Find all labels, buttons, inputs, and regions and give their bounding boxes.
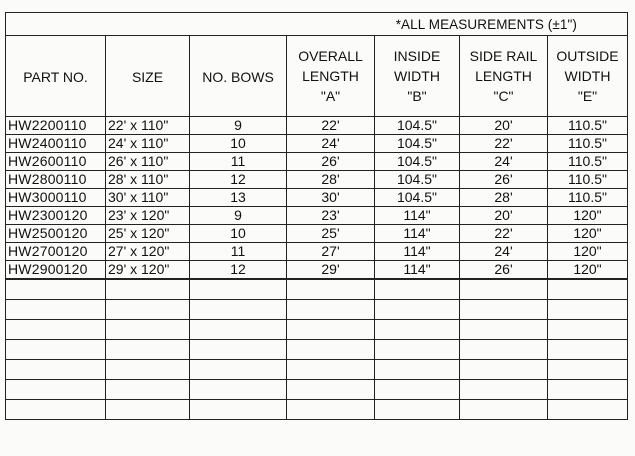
header-overall-length: [287, 36, 375, 117]
blank-row: [6, 340, 628, 360]
header-overall-length-line2: LENGTH: [302, 68, 359, 84]
cell-no-bows: 10: [190, 225, 287, 243]
cell-no-bows: 11: [190, 243, 287, 261]
blank-cell: [190, 400, 287, 420]
cell-inside-width: 114": [375, 207, 460, 225]
blank-row: [6, 380, 628, 400]
cell-outside-width: 110.5": [548, 153, 628, 171]
blank-cell: [190, 360, 287, 380]
blank-cell: [548, 400, 628, 420]
cell-side-rail-length: 22': [460, 225, 548, 243]
blank-cell: [287, 380, 375, 400]
cell-inside-width: 114": [375, 225, 460, 243]
blank-cell: [6, 400, 106, 420]
cell-side-rail-length: 24': [460, 153, 548, 171]
table-row: [6, 135, 628, 153]
blank-cell: [287, 320, 375, 340]
header-overall-length-line1: OVERALL: [298, 48, 363, 64]
cell-no-bows: 9: [190, 117, 287, 135]
header-outside-width-line2: WIDTH: [564, 68, 611, 84]
blank-cell: [287, 279, 375, 300]
blank-cell: [106, 300, 190, 320]
cell-no-bows: 9: [190, 207, 287, 225]
cell-part-no: HW3000110: [6, 189, 106, 207]
cell-side-rail-length: 20': [460, 207, 548, 225]
cell-outside-width: 120": [548, 207, 628, 225]
header-part-no: [6, 36, 106, 117]
cell-part-no: HW2700120: [6, 243, 106, 261]
blank-row: [6, 320, 628, 340]
measurements-note: *ALL MEASUREMENTS (±1"): [6, 13, 628, 36]
blank-cell: [548, 320, 628, 340]
cell-outside-width: 120": [548, 225, 628, 243]
cell-size: 25' x 120": [106, 225, 190, 243]
cell-size: 24' x 110": [106, 135, 190, 153]
table-row: [6, 243, 628, 261]
cell-overall-length: 25': [287, 225, 375, 243]
cell-inside-width: 104.5": [375, 135, 460, 153]
cell-outside-width: 110.5": [548, 117, 628, 135]
header-overall-length-line3: "A": [320, 88, 341, 104]
blank-cell: [548, 279, 628, 300]
blank-cell: [106, 400, 190, 420]
cell-part-no: HW2900120: [6, 261, 106, 280]
blank-row: [6, 400, 628, 420]
header-inside-width-line3: "B": [407, 88, 427, 104]
blank-cell: [287, 360, 375, 380]
blank-cell: [375, 360, 460, 380]
blank-cell: [190, 340, 287, 360]
header-outside-width-line1: OUTSIDE: [556, 48, 619, 64]
blank-cell: [6, 300, 106, 320]
cell-part-no: HW2400110: [6, 135, 106, 153]
blank-cell: [106, 360, 190, 380]
table-row: [6, 189, 628, 207]
cell-inside-width: 104.5": [375, 117, 460, 135]
cell-side-rail-length: 26': [460, 171, 548, 189]
blank-cell: [375, 380, 460, 400]
blank-cell: [460, 320, 548, 340]
cell-inside-width: 104.5": [375, 171, 460, 189]
cell-side-rail-length: 28': [460, 189, 548, 207]
table-row: [6, 171, 628, 189]
blank-cell: [548, 380, 628, 400]
cell-overall-length: 22': [287, 117, 375, 135]
cell-inside-width: 104.5": [375, 189, 460, 207]
blank-cell: [190, 300, 287, 320]
note-row: [6, 13, 628, 36]
blank-cell: [6, 340, 106, 360]
cell-inside-width: 104.5": [375, 153, 460, 171]
cell-overall-length: 28': [287, 171, 375, 189]
cell-no-bows: 12: [190, 261, 287, 280]
blank-row: [6, 300, 628, 320]
blank-cell: [6, 360, 106, 380]
blank-cell: [287, 340, 375, 360]
cell-overall-length: 30': [287, 189, 375, 207]
blank-cell: [6, 279, 106, 300]
cell-size: 30' x 110": [106, 189, 190, 207]
blank-cell: [375, 340, 460, 360]
cell-size: 29' x 120": [106, 261, 190, 280]
table-row: [6, 117, 628, 135]
blank-cell: [106, 279, 190, 300]
blank-cell: [106, 340, 190, 360]
blank-cell: [190, 279, 287, 300]
blank-cell: [460, 340, 548, 360]
cell-inside-width: 114": [375, 261, 460, 280]
header-row: [6, 36, 628, 117]
cell-outside-width: 120": [548, 243, 628, 261]
blank-row: [6, 279, 628, 300]
table-row: [6, 225, 628, 243]
blank-cell: [190, 320, 287, 340]
cell-overall-length: 27': [287, 243, 375, 261]
header-side-rail-length-line3: "C": [493, 88, 514, 104]
cell-part-no: HW2300120: [6, 207, 106, 225]
cell-part-no: HW2600110: [6, 153, 106, 171]
table-row: [6, 261, 628, 280]
blank-cell: [375, 400, 460, 420]
blank-cell: [106, 320, 190, 340]
header-size: [106, 36, 190, 117]
blank-cell: [287, 400, 375, 420]
header-inside-width: [375, 36, 460, 117]
header-no-bows-label: NO. BOWS: [202, 69, 274, 85]
blank-cell: [460, 279, 548, 300]
header-outside-width: [548, 36, 628, 117]
cell-side-rail-length: 22': [460, 135, 548, 153]
cell-part-no: HW2800110: [6, 171, 106, 189]
measurements-table: [5, 12, 628, 420]
header-inside-width-line1: INSIDE: [393, 48, 441, 64]
blank-cell: [460, 400, 548, 420]
blank-cell: [548, 360, 628, 380]
header-side-rail-length-line1: SIDE RAIL: [469, 48, 538, 64]
cell-outside-width: 120": [548, 261, 628, 280]
header-inside-width-line2: WIDTH: [394, 68, 440, 84]
cell-part-no: HW2500120: [6, 225, 106, 243]
header-side-rail-length-line2: LENGTH: [475, 68, 532, 84]
cell-size: 22' x 110": [106, 117, 190, 135]
cell-side-rail-length: 26': [460, 261, 548, 280]
blank-cell: [6, 380, 106, 400]
cell-size: 28' x 110": [106, 171, 190, 189]
cell-size: 23' x 120": [106, 207, 190, 225]
cell-overall-length: 23': [287, 207, 375, 225]
blank-cell: [375, 279, 460, 300]
header-no-bows: [190, 36, 287, 117]
header-size-label: SIZE: [131, 69, 164, 85]
blank-row: [6, 360, 628, 380]
cell-side-rail-length: 24': [460, 243, 548, 261]
cell-overall-length: 26': [287, 153, 375, 171]
blank-cell: [190, 380, 287, 400]
blank-cell: [6, 320, 106, 340]
cell-side-rail-length: 20': [460, 117, 548, 135]
blank-cell: [375, 320, 460, 340]
cell-no-bows: 11: [190, 153, 287, 171]
cell-outside-width: 110.5": [548, 135, 628, 153]
blank-cell: [375, 300, 460, 320]
cell-part-no: HW2200110: [6, 117, 106, 135]
header-part-no-label: PART NO.: [23, 69, 88, 85]
cell-size: 27' x 120": [106, 243, 190, 261]
blank-cell: [460, 360, 548, 380]
cell-overall-length: 24': [287, 135, 375, 153]
cell-overall-length: 29': [287, 261, 375, 280]
cell-outside-width: 110.5": [548, 189, 628, 207]
blank-cell: [460, 380, 548, 400]
cell-no-bows: 12: [190, 171, 287, 189]
cell-inside-width: 114": [375, 243, 460, 261]
blank-cell: [106, 380, 190, 400]
blank-cell: [548, 340, 628, 360]
blank-cell: [548, 300, 628, 320]
cell-no-bows: 10: [190, 135, 287, 153]
header-side-rail-length: [460, 36, 548, 117]
table-row: [6, 207, 628, 225]
blank-cell: [460, 300, 548, 320]
header-outside-width-line3: "E": [577, 88, 598, 104]
blank-cell: [287, 300, 375, 320]
table-row: [6, 153, 628, 171]
cell-no-bows: 13: [190, 189, 287, 207]
cell-outside-width: 110.5": [548, 171, 628, 189]
cell-size: 26' x 110": [106, 153, 190, 171]
